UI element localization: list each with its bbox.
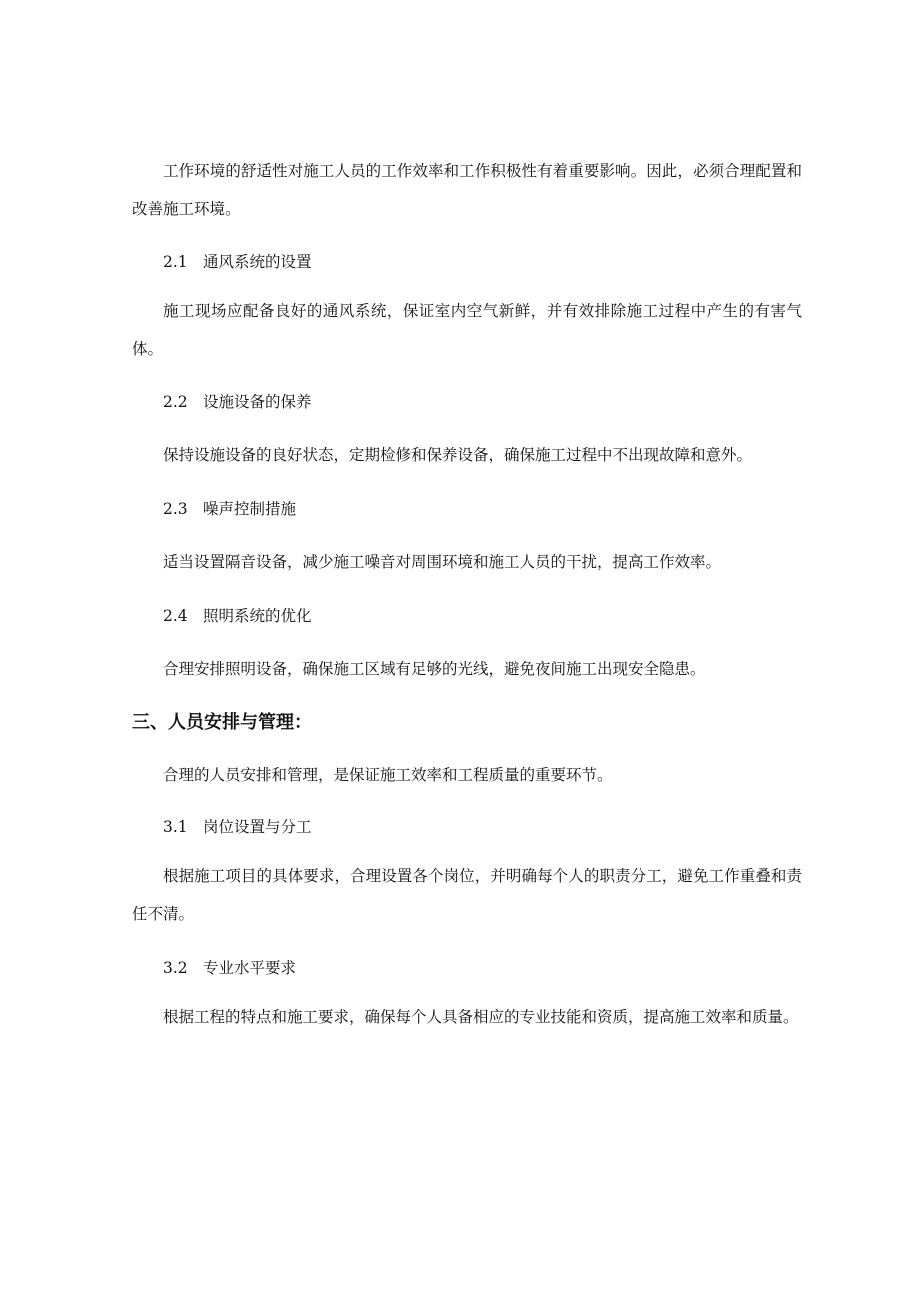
subheading-2-4	[163, 604, 312, 628]
subheading-2-1	[163, 250, 312, 274]
paragraph-2-1: 施工现场应配备良好的通风系统，保证室内空气新鲜，并有效排除施工过程中产生的有害气体。	[132, 302, 802, 358]
subheading-number: 2.3	[163, 500, 188, 518]
subheading-3-2	[163, 956, 296, 980]
subheading-title: 岗位设置与分工	[203, 818, 312, 836]
subheading-number: 3.1	[163, 818, 188, 836]
section-3-intro: 合理的人员安排和管理，是保证施工效率和工程质量的重要环节。	[163, 766, 613, 784]
subheading-title: 通风系统的设置	[203, 253, 312, 271]
intro-paragraph: 工作环境的舒适性对施工人员的工作效率和工作积极性有着重要影响。因此，必须合理配置和改善施工环境。	[132, 162, 802, 218]
subheading-title: 设施设备的保养	[203, 393, 312, 411]
subheading-2-2	[163, 390, 312, 414]
paragraph-3-1: 根据施工项目的具体要求，合理设置各个岗位，并明确每个人的职责分工，避免工作重叠和责任不清。	[132, 867, 802, 923]
section-heading-3: 三、人员安排与管理：	[132, 712, 312, 733]
subheading-number: 3.2	[163, 959, 188, 977]
subheading-title: 照明系统的优化	[203, 607, 312, 625]
paragraph-2-4: 合理安排照明设备，确保施工区域有足够的光线，避免夜间施工出现安全隐患。	[163, 660, 706, 678]
paragraph-3-2: 根据工程的特点和施工要求，确保每个人具备相应的专业技能和资质，提高施工效率和质量。	[163, 1008, 799, 1026]
paragraph-2-2: 保持设施设备的良好状态，定期检修和保养设备，确保施工过程中不出现故障和意外。	[163, 446, 753, 464]
subheading-2-3	[163, 497, 296, 521]
subheading-number: 2.1	[163, 253, 188, 271]
subheading-title: 专业水平要求	[203, 959, 297, 977]
subheading-number: 2.2	[163, 393, 188, 411]
subheading-number: 2.4	[163, 607, 188, 625]
subheading-3-1	[163, 815, 312, 839]
paragraph-2-3: 适当设置隔音设备，减少施工噪音对周围环境和施工人员的干扰，提高工作效率。	[163, 553, 722, 571]
subheading-title: 噪声控制措施	[203, 500, 297, 518]
